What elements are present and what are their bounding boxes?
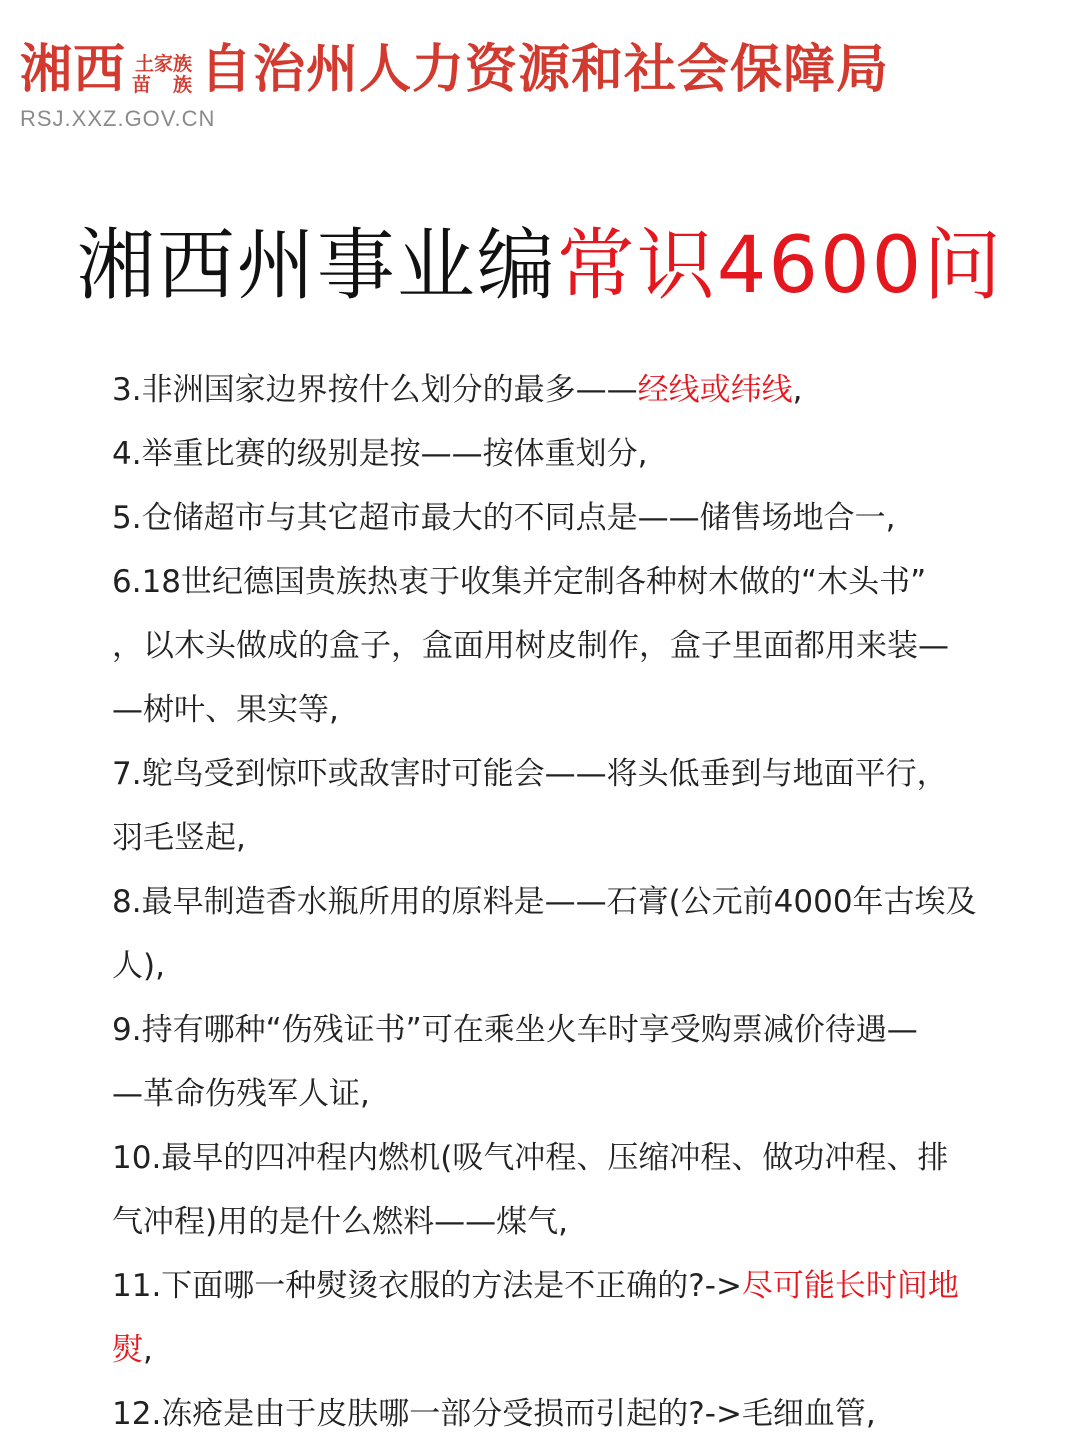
logo-minorities-bottom-left: 苗 [132,74,152,96]
text-line [112,486,1012,550]
text-line [112,422,1012,486]
line-text: —树叶、果实等, [112,692,339,728]
line-highlight: 尽可能长时间地 [741,1268,959,1304]
line-text: ，以木头做成的盒子，盒面用树皮制作，盒子里面都用来装— [112,628,949,664]
text-line [112,806,1012,870]
text-line [112,614,1012,678]
title-accent: 常识4600问 [556,221,1004,311]
text-line [112,742,1012,806]
logo-minorities-bottom [132,75,192,96]
logo-org-text: 自治州人力资源和社会保障局 [200,40,890,100]
text-line [112,1190,1012,1254]
logo [20,22,1060,102]
line-text: 5.仓储超市与其它超市最大的不同点是——储售场地合一, [112,500,896,536]
title-main: 湘西州事业编 [76,221,557,311]
logo-minorities [132,54,192,96]
logo-minorities-top: 土家族 [135,53,193,75]
line-tail: , [792,372,803,408]
text-line [112,998,1012,1062]
text-line [112,1254,1012,1318]
text-line [112,934,1012,998]
line-text: 人), [112,948,165,984]
line-text: 10.最早的四冲程内燃机(吸气冲程、压缩冲程、做功冲程、排 [112,1140,949,1176]
line-text: 3.非洲国家边界按什么划分的最多—— [112,372,638,408]
logo-place-text: 湘西 [20,40,127,100]
line-text: 6.18世纪德国贵族热衷于收集并定制各种树木做的“木头书” [112,564,927,600]
text-line [112,550,1012,614]
line-tail: , [143,1332,153,1368]
text-line [112,870,1012,934]
logo-minorities-bottom-right: 族 [173,74,193,96]
line-text: 气冲程)用的是什么燃料——煤气, [112,1204,568,1240]
text-line [112,1318,1012,1382]
question-list [112,358,1012,1446]
line-highlight: 熨 [112,1332,143,1368]
line-text: 8.最早制造香水瓶所用的原料是——石膏(公元前4000年古埃及 [112,884,977,920]
line-text: 羽毛竖起, [112,820,246,856]
text-line [112,1382,1012,1446]
text-line [112,1062,1012,1126]
text-line [112,1126,1012,1190]
site-url: RSJ.XXZ.GOV.CN [20,106,216,131]
text-line [112,358,1012,422]
line-text: 11.下面哪一种熨烫衣服的方法是不正确的?-> [112,1268,742,1304]
header [20,22,1060,132]
page-title [0,218,1080,314]
line-text: 12.冻疮是由于皮肤哪一部分受损而引起的?->毛细血管, [112,1396,876,1432]
line-text: 7.鸵鸟受到惊吓或敌害时可能会——将头低垂到与地面平行， [112,756,948,792]
text-line [112,678,1012,742]
line-text: —革命伤残军人证, [112,1076,370,1112]
line-highlight: 经线或纬线 [637,372,793,408]
line-text: 9.持有哪种“伤残证书”可在乘坐火车时享受购票减价待遇— [112,1012,918,1048]
line-text: 4.举重比赛的级别是按——按体重划分, [112,436,648,472]
